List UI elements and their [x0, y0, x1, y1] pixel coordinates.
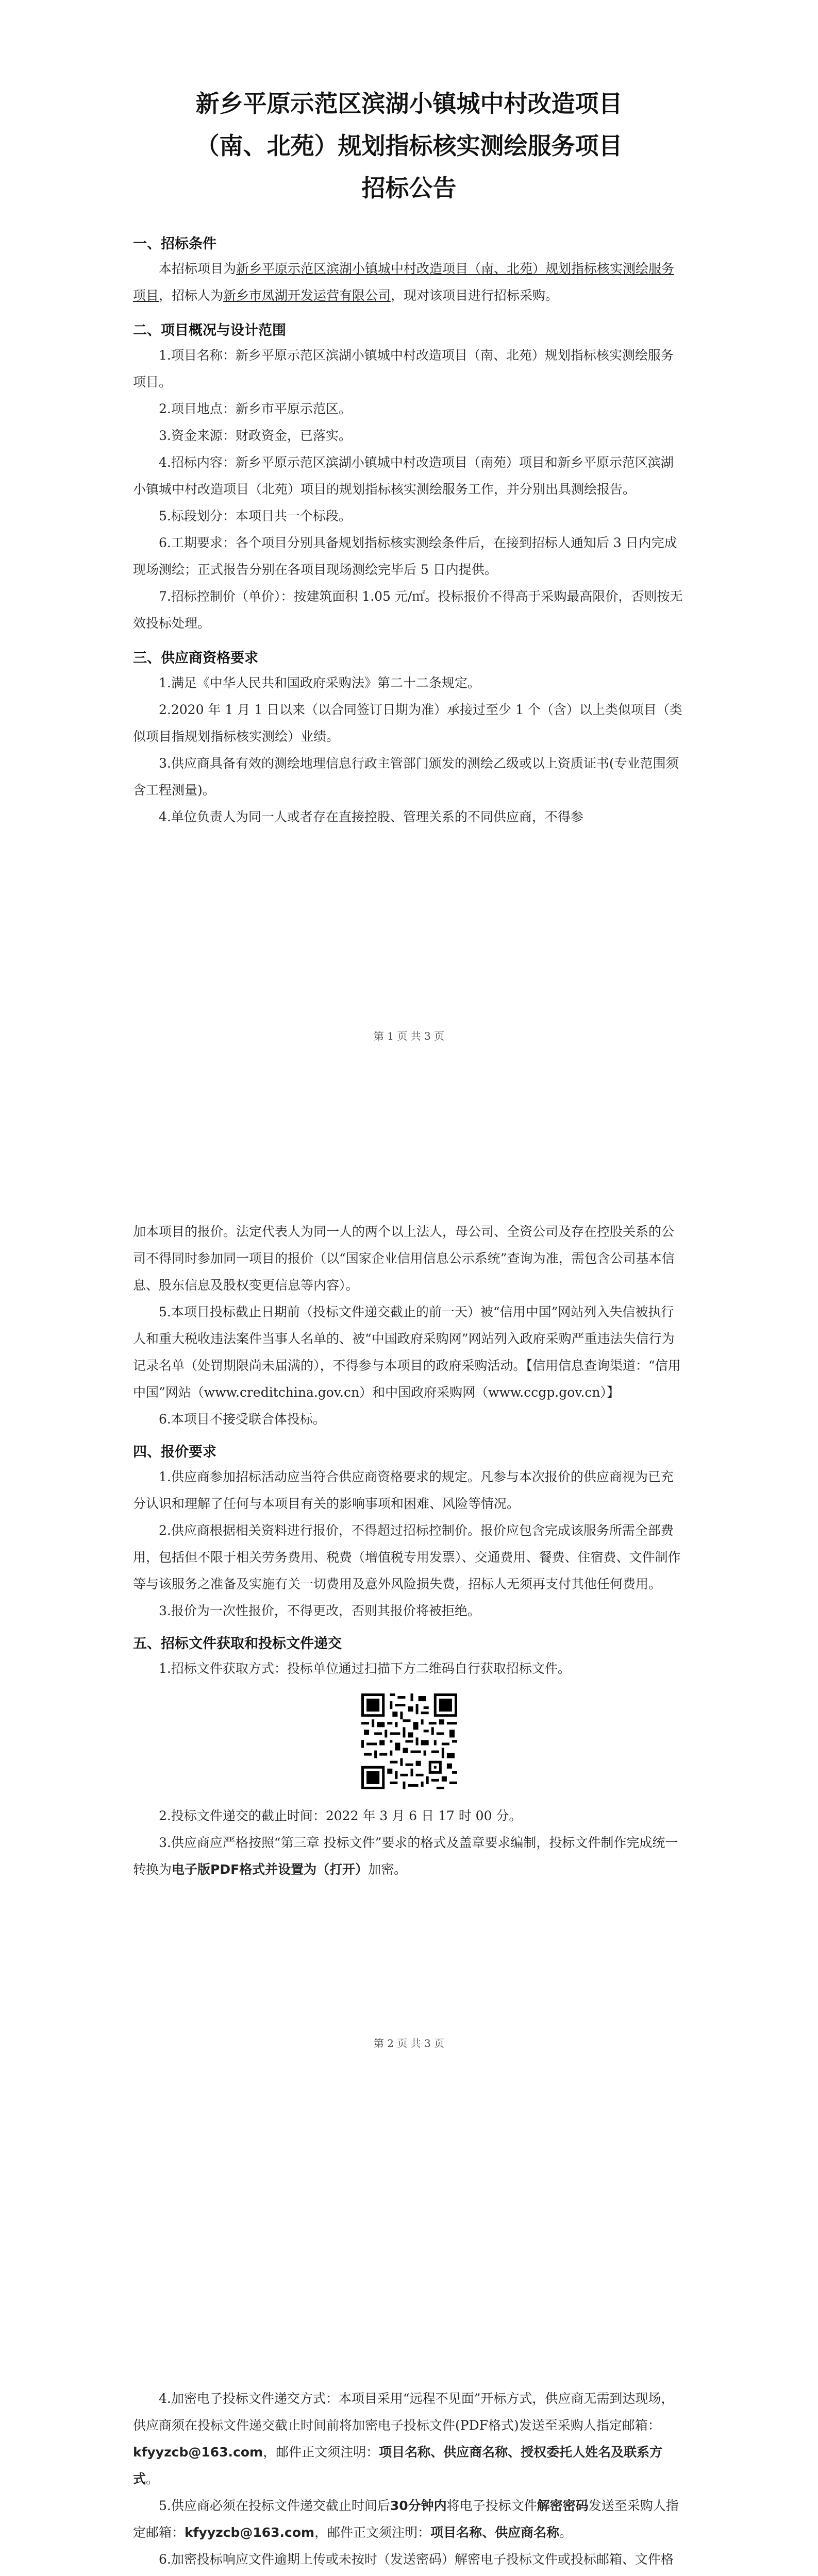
tenderer-name-underlined: 新乡市凤湖开发运营有限公司	[223, 288, 391, 303]
qualification-item: 2.2020 年 1 月 1 日以来（以合同签订日期为准）承接过至少 1 个（含）以上类似项目（类似项目指规划指标核实测绘）业绩。	[133, 702, 682, 744]
email-address[interactable]: kfyyzcb@163.com	[133, 2445, 263, 2460]
qualification-continued: 加本项目的报价。法定代表人为同一人的两个以上法人，母公司、全资公司及存在控股关系的公司不得同时参加同一项目的报价（以“国家企业信用信息公示系统”查询为准，需包含公司基本信息、股东信息及股权变更信息等内容）。	[133, 1224, 675, 1293]
documents-item: 2.投标文件递交的截止时间：2022 年 3 月 6 日 17 时 00 分。	[159, 1808, 522, 1823]
document-page-3	[0, 2313, 818, 2576]
page-2-content	[133, 1218, 685, 1883]
documents-item: 6.加密投标响应文件逾期上传或未按时（发送密码）解密电子投标文件或投标邮箱、文件格	[159, 2552, 674, 2567]
page-footer: 第 2 页 共 3 页	[373, 2037, 445, 2049]
text-span: 。	[146, 2471, 159, 2486]
text-span: 。	[559, 2525, 573, 2540]
qualification-item: 4.单位负责人为同一人或者存在直接控股、管理关系的不同供应商，不得参	[159, 809, 583, 824]
qr-code-image[interactable]	[361, 1693, 457, 1789]
bold-text: 解密密码	[537, 2498, 589, 2513]
quotation-item: 2.供应商根据相关资料进行报价，不得超过招标控制价。报价应包含完成该服务所需全部费用，包括但不限于相关劳务费用、税费（增值税专用发票）、交通费用、餐费、住宿费、文件制作等与该服务之准备及实施有关一切费用及意外风险损失费，招标人无须再支付其他任何费用。	[133, 1523, 681, 1591]
text-span: ，招标人为	[159, 288, 224, 303]
documents-item	[133, 2493, 685, 2546]
document-page-2	[0, 1157, 818, 2313]
text-span: 5.供应商必须在投标文件递交截止时间后	[159, 2498, 390, 2513]
overview-item: 6.工期要求：各个项目分别具备规划指标核实测绘条件后，在接到招标人通知后 3 日内完成现场测绘；正式报告分别在各项目现场测绘完毕后 5 日内提供。	[133, 535, 677, 577]
text-span: ，邮件正文须注明：	[314, 2525, 431, 2540]
document-page-1	[0, 0, 818, 1157]
overview-item: 2.项目地点：新乡市平原示范区。	[159, 401, 352, 416]
documents-item	[133, 1829, 685, 1883]
section-heading-quotation: 四、报价要求	[133, 1444, 216, 1460]
text-span: 将电子投标文件	[446, 2498, 537, 2513]
bold-text: 项目名称、供应商名称	[430, 2525, 560, 2540]
bold-text: 项目名称、供应商名称、授权委托人姓名及联系方式	[133, 2445, 663, 2486]
bold-text: 电子版PDF格式并设置为（打开）	[172, 1862, 369, 1877]
email-address[interactable]: kfyyzcb@163.com	[185, 2525, 315, 2540]
qualification-item: 6.本项目不接受联合体投标。	[159, 1412, 326, 1427]
quotation-item: 3.报价为一次性报价，不得更改，否则其报价将被拒绝。	[159, 1603, 480, 1618]
quotation-item: 1.供应商参加招标活动应当符合供应商资格要求的规定。凡参与本次报价的供应商视为已充分认识和理解了任何与本项目有关的影响事项和困难、风险等情况。	[133, 1469, 674, 1511]
announcement-title-line-1: 新乡平原示范区滨湖小镇城中村改造项目	[195, 90, 623, 117]
page-3-content	[133, 2385, 685, 2576]
text-span: ，现对该项目进行招标采购。	[391, 288, 559, 303]
bold-text: 30分钟内	[390, 2498, 447, 2513]
text-span: 本招标项目为	[159, 261, 237, 276]
overview-item: 3.资金来源：财政资金，已落实。	[159, 428, 352, 443]
text-span: 加密。	[368, 1862, 407, 1877]
page-footer: 第 1 页 共 3 页	[373, 1030, 445, 1042]
page-1-content	[133, 82, 685, 831]
section-heading-qualifications: 三、供应商资格要求	[133, 650, 258, 666]
text-span: 4.加密电子投标文件递交方式：本项目采用“远程不见面”开标方式，供应商无需到达现场，供应商须在投标文件递交截止时间前将加密电子投标文件(PDF格式)发送至采购人指定邮箱：	[133, 2391, 674, 2433]
documents-item: 1.招标文件获取方式：投标单位通过扫描下方二维码自行获取招标文件。	[159, 1661, 571, 1676]
section-heading-documents: 五、招标文件获取和投标文件递交	[133, 1636, 342, 1652]
section-heading-project-overview: 二、项目概况与设计范围	[133, 323, 286, 338]
qualification-item: 3.供应商具备有效的测绘地理信息行政主管部门颁发的测绘乙级或以上资质证书(专业范围须含工程测量)。	[133, 756, 679, 798]
overview-item: 7.招标控制价（单价）：按建筑面积 1.05 元/㎡。投标报价不得高于采购最高限价，否则按无效投标处理。	[133, 589, 683, 631]
section-heading-tender-conditions: 一、招标条件	[133, 236, 216, 252]
qr-code-graphic	[361, 1693, 457, 1789]
announcement-title-line-2: （南、北苑）规划指标核实测绘服务项目	[195, 132, 623, 160]
credit-query-links: 【信用信息查询渠道：“信用中国”网站（www.creditchina.gov.cn）和中国政府采购网（www.ccgp.gov.cn）】	[133, 1358, 681, 1400]
qualification-item: 1.满足《中华人民共和国政府采购法》第二十二条规定。	[159, 675, 480, 690]
overview-item: 4.招标内容：新乡平原示范区滨湖小镇城中村改造项目（南苑）项目和新乡平原示范区滨湖小镇城中村改造项目（北苑）项目的规划指标核实测绘服务工作，并分别出具测绘报告。	[133, 455, 674, 497]
text-span: 3.供应商应严格按照“第三章 投标文件”要求的格式及盖章要求编制，投标文件制作完成统一转换为	[133, 1835, 678, 1877]
project-name-underlined: 新乡平原示范区滨湖小镇城中村改造项目（南、北苑）规划指标核实测绘服务项目	[133, 261, 675, 303]
qualification-item	[133, 1299, 685, 1406]
text-span: ，邮件正文须注明：	[263, 2445, 379, 2460]
tender-conditions-paragraph	[133, 256, 685, 309]
documents-item	[133, 2385, 685, 2493]
announcement-title-line-3: 招标公告	[361, 174, 457, 202]
overview-item: 5.标段划分：本项目共一个标段。	[159, 509, 352, 523]
text-span: 发送至采购人指定邮箱：	[133, 2498, 679, 2540]
text-span: 5.本项目投标截止日期前（投标文件递交截止的前一天）被“信用中国”网站列入失信被执行人和重大税收违法案件当事人名单的、被“中国政府采购网”网站列入政府采购严重违法失信行为记录名单（处罚期限尚未届满的），不得参与本项目的政府采购活动。	[133, 1304, 675, 1373]
overview-item: 1.项目名称：新乡平原示范区滨湖小镇城中村改造项目（南、北苑）规划指标核实测绘服务项目。	[133, 348, 674, 389]
